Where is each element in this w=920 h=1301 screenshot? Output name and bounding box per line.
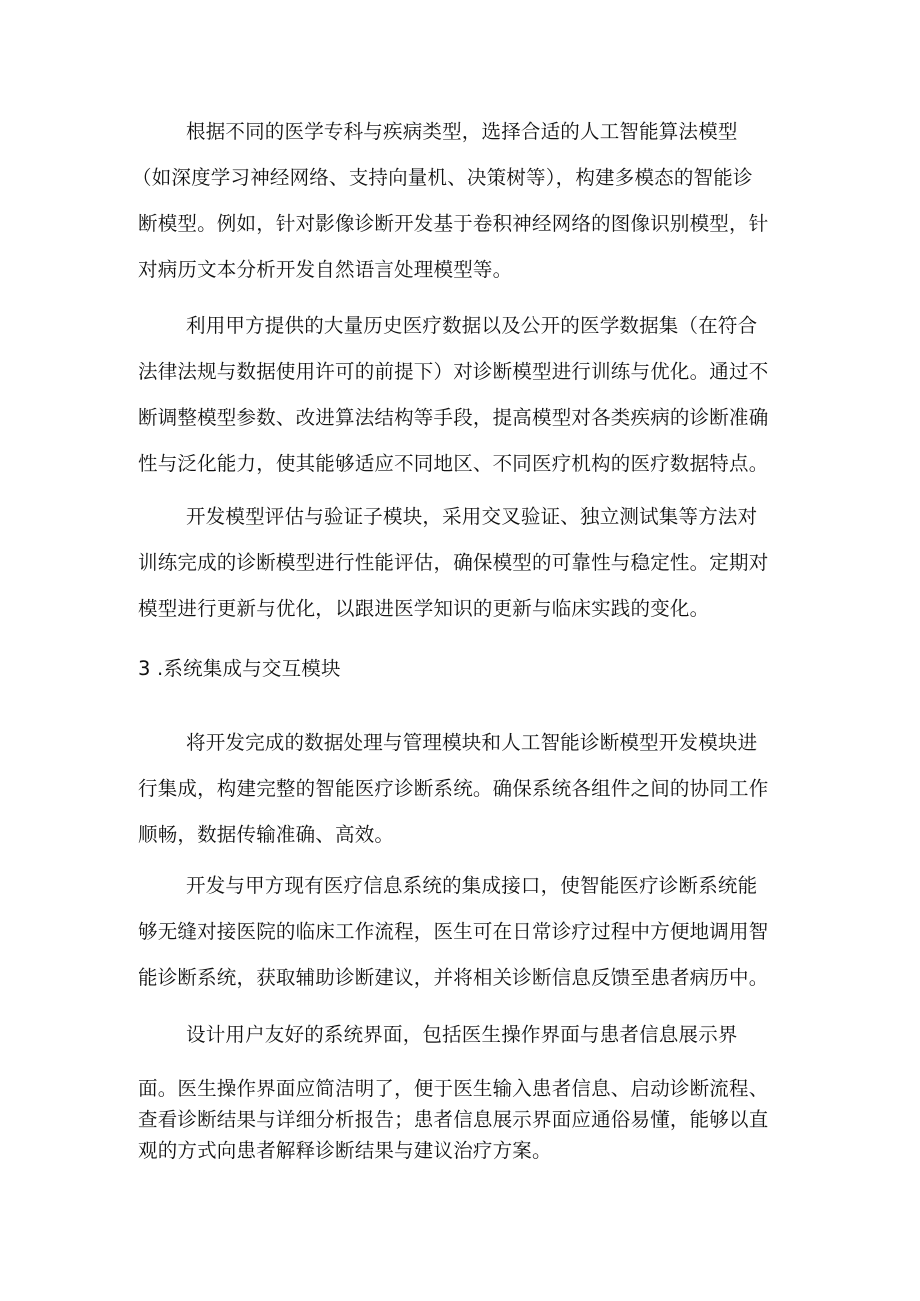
paragraph-1-line-4: 对病历文本分析开发自然语言处理模型等。 [138,258,513,281]
paragraph-6-line-4: 观的方式向患者解释诊断结果与建议治疗方案。 [138,1139,552,1162]
paragraph-5-line-3: 能诊断系统，获取辅助诊断建议，并将相关诊断信息反馈至患者病历中。 [138,966,769,989]
paragraph-4-line-1: 将开发完成的数据处理与管理模块和人工智能诊断模型开发模块进 [186,731,758,754]
paragraph-5-line-2: 够无缝对接医院的临床工作流程，医生可在日常诊疗过程中方便地调用智 [138,920,769,943]
paragraph-3-line-1: 开发模型评估与验证子模块，采用交叉验证、独立测试集等方法对 [186,505,758,528]
paragraph-1-line-2: （如深度学习神经网络、支持向量机、决策树等），构建多模态的智能诊 [132,166,753,189]
paragraph-1-line-3: 断模型。例如，针对影像诊断开发基于卷积神经网络的图像识别模型，针 [138,212,769,235]
paragraph-6-line-3: 查看诊断结果与详细分析报告；患者信息展示界面应通俗易懂，能够以直 [138,1108,769,1131]
paragraph-3-line-2: 训练完成的诊断模型进行性能评估，确保模型的可靠性与稳定性。定期对 [138,551,769,574]
paragraph-6-line-2: 面。医生操作界面应简洁明了，便于医生输入患者信息、启动诊断流程、 [138,1077,769,1100]
section-heading: 3 .系统集成与交互模块 [138,657,341,680]
paragraph-2-line-1: 利用甲方提供的大量历史医疗数据以及公开的医学数据集（在符合 [186,314,758,337]
paragraph-4-line-3: 顺畅，数据传输准确、高效。 [138,823,395,846]
paragraph-2-line-4: 性与泛化能力，使其能够适应不同地区、不同医疗机构的医疗数据特点。 [138,452,769,475]
paragraph-2-line-2: 法律法规与数据使用许可的前提下）对诊断模型进行训练与优化。通过不 [138,360,769,383]
paragraph-1-line-1: 根据不同的医学专科与疾病类型，选择合适的人工智能算法模型 [186,120,738,143]
paragraph-5-line-1: 开发与甲方现有医疗信息系统的集成接口，使智能医疗诊断系统能 [186,874,758,897]
paragraph-4-line-2: 行集成，构建完整的智能医疗诊断系统。确保系统各组件之间的协同工作 [138,777,769,800]
paragraph-2-line-3: 断调整模型参数、改进算法结构等手段，提高模型对各类疾病的诊断准确 [138,406,769,429]
paragraph-6-line-1: 设计用户友好的系统界面，包括医生操作界面与患者信息展示界 [186,1023,738,1046]
paragraph-3-line-3: 模型进行更新与优化，以跟进医学知识的更新与临床实践的变化。 [138,597,710,620]
